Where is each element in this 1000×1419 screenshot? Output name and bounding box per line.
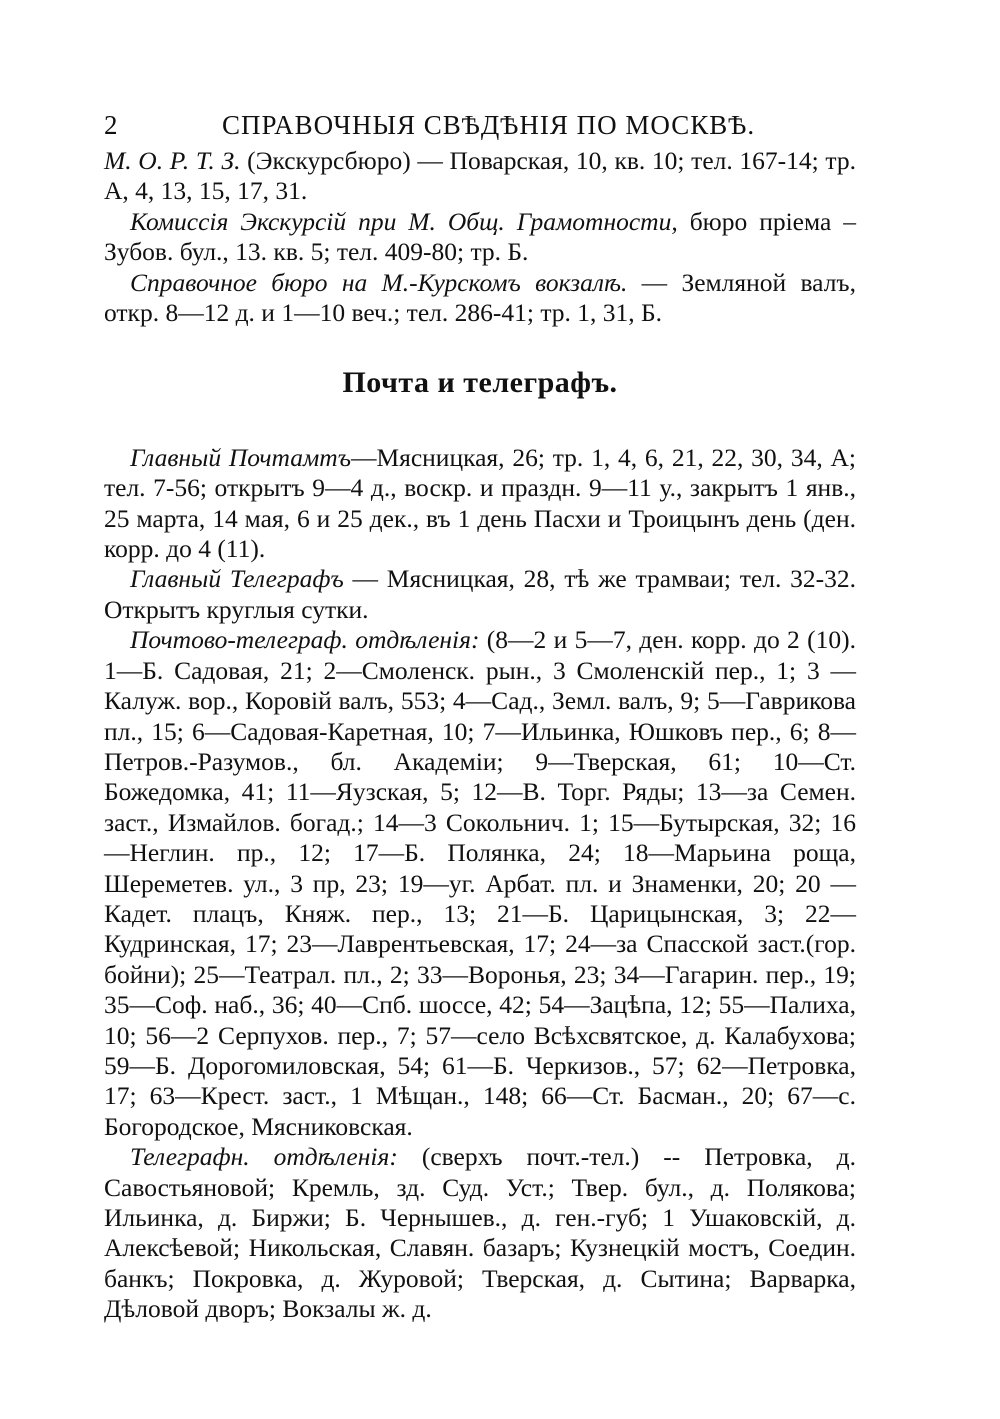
entry-name: Комиссія Экскурсій при М. Общ. Грамотности, xyxy=(130,206,678,236)
book-page xyxy=(104,102,856,1325)
intro-entry-info-bureau xyxy=(104,268,856,329)
entry-name: Почтово-телеграф. отдѣленія: xyxy=(130,625,480,655)
entry-post-telegraph-branches xyxy=(104,625,856,1142)
entry-text: — Мясницкая, 28, тѣ же трамваи; тел. 32-32. Открытъ круглыя сутки. xyxy=(104,564,856,624)
entry-name: Телеграфн. отдѣленія: xyxy=(130,1142,398,1172)
entry-text: —Мясницкая, 26; тр. 1, 4, 6, 21, 22, 30, 34, А; тел. 7-56; открытъ 9—4 д., воскр. и праздн. 9—11 у., закрытъ 1 янв., 25 марта, 14 мая, 6 и 25 дек., въ 1 день Пасхи и Троицынъ день (ден. корр. до 4 (11). xyxy=(104,442,857,564)
section-heading: Почта и телеграфъ. xyxy=(342,366,618,400)
entry-telegraph-branches xyxy=(104,1142,856,1324)
intro-entry-commission xyxy=(104,207,856,268)
intro-entry-morte xyxy=(104,146,856,207)
entry-name: М. О. Р. Т. З. xyxy=(104,146,241,175)
entry-text: (сверхъ почт.-тел.) -- Петровка, д. Савостьяновой; Кремль, зд. Суд. Уст.; Твер. бул., д. Полякова; Ильинка, д. Биржи; Б. Чернышев., д. ген.-губ; 1 Ушаковскій, д. Алексѣевой; Никольская, Славян. базаръ; Кузнецкій мостъ, Соедин. банкъ; Покровка, д. Журовой; Тверская, д. Сытина; Варварка, Дѣловой дворъ; Вокзалы ж. д. xyxy=(104,1142,857,1324)
entry-main-post-office xyxy=(104,443,856,565)
entry-text: (8—2 и 5—7, ден. корр. до 2 (10). 1—Б. Садовая, 21; 2—Смоленск. рын., 3 Смоленскій пер., 1; 3 — Калуж. вор., Коровій валъ, 553; 4—Сад., Земл. валъ, 9; 5—Гаврикова пл., 15; 6—Садовая-Каретная, 10; 7—Ильинка, Юшковъ пер., 6; 8—Петров.-Разумов., бл. Академіи; 9—Тверская, 61; 10—Ст. Божедомка, 41; 11—Яузская, 5; 12—В. Торг. Ряды; 13—за Семен. заст., Измайлов. богад.; 14—3 Сокольнич. 1; 15—Бутырская, 32; 16—Неглин. пр., 12; 17—Б. Полянка, 24; 18—Марьина роща, Шереметев. ул., 3 пр, 23; 19—уг. Арбат. пл. и Знаменки, 20; 20 — Кадет. плацъ, Княж. пер., 13; 21—Б. Царицынская, 3; 22—Кудринская, 17; 23—Лаврентьевская, 17; 24—за Спасской заст.(гор. бойни); 25—Театрал. пл., 2; 33—Воронья, 23; 34—Гагарин. пер., 19; 35—Соф. наб., 36; 40—Спб. шоссе, 42; 54—Зацѣпа, 12; 55—Палиха, 10; 56—2 Серпухов. пер., 7; 57—село Всѣхсвятское, д. Калабухова; 59—Б. Дорогомиловская, 54; 61—Б. Черкизов., 57; 62—Петровка, 17; 63—Крест. заст., 1 Мѣщан., 148; 66—Ст. Басман., 20; 67—с. Богородское, Мясниковская. xyxy=(104,625,856,1141)
entry-main-telegraph xyxy=(104,564,856,625)
entry-text: (Экскурсбюро) — Поварская, 10, кв. 10; тел. 167-14; тр. А, 4, 13, 15, 17, 31. xyxy=(104,146,856,206)
entry-text: — Земляной валъ, откр. 8—12 д. и 1—10 веч.; тел. 286-41; тр. 1, 31, Б. xyxy=(104,267,856,328)
entry-text: бюро пріема – Зубов. бул., 13. кв. 5; тел. 409-80; тр. Б. xyxy=(104,206,856,267)
entry-name: Главный Телеграфъ xyxy=(130,564,344,594)
page-header xyxy=(104,102,856,146)
entry-name: Главный Почтамтъ xyxy=(130,442,351,472)
running-title: СПРАВОЧНЫЯ СВѢДѢНІЯ ПО МОСКВѢ. xyxy=(222,110,756,140)
page-number: 2 xyxy=(104,110,118,140)
entry-name: Справочное бюро на М.-Курскомъ вокзалѣ. xyxy=(130,267,628,297)
